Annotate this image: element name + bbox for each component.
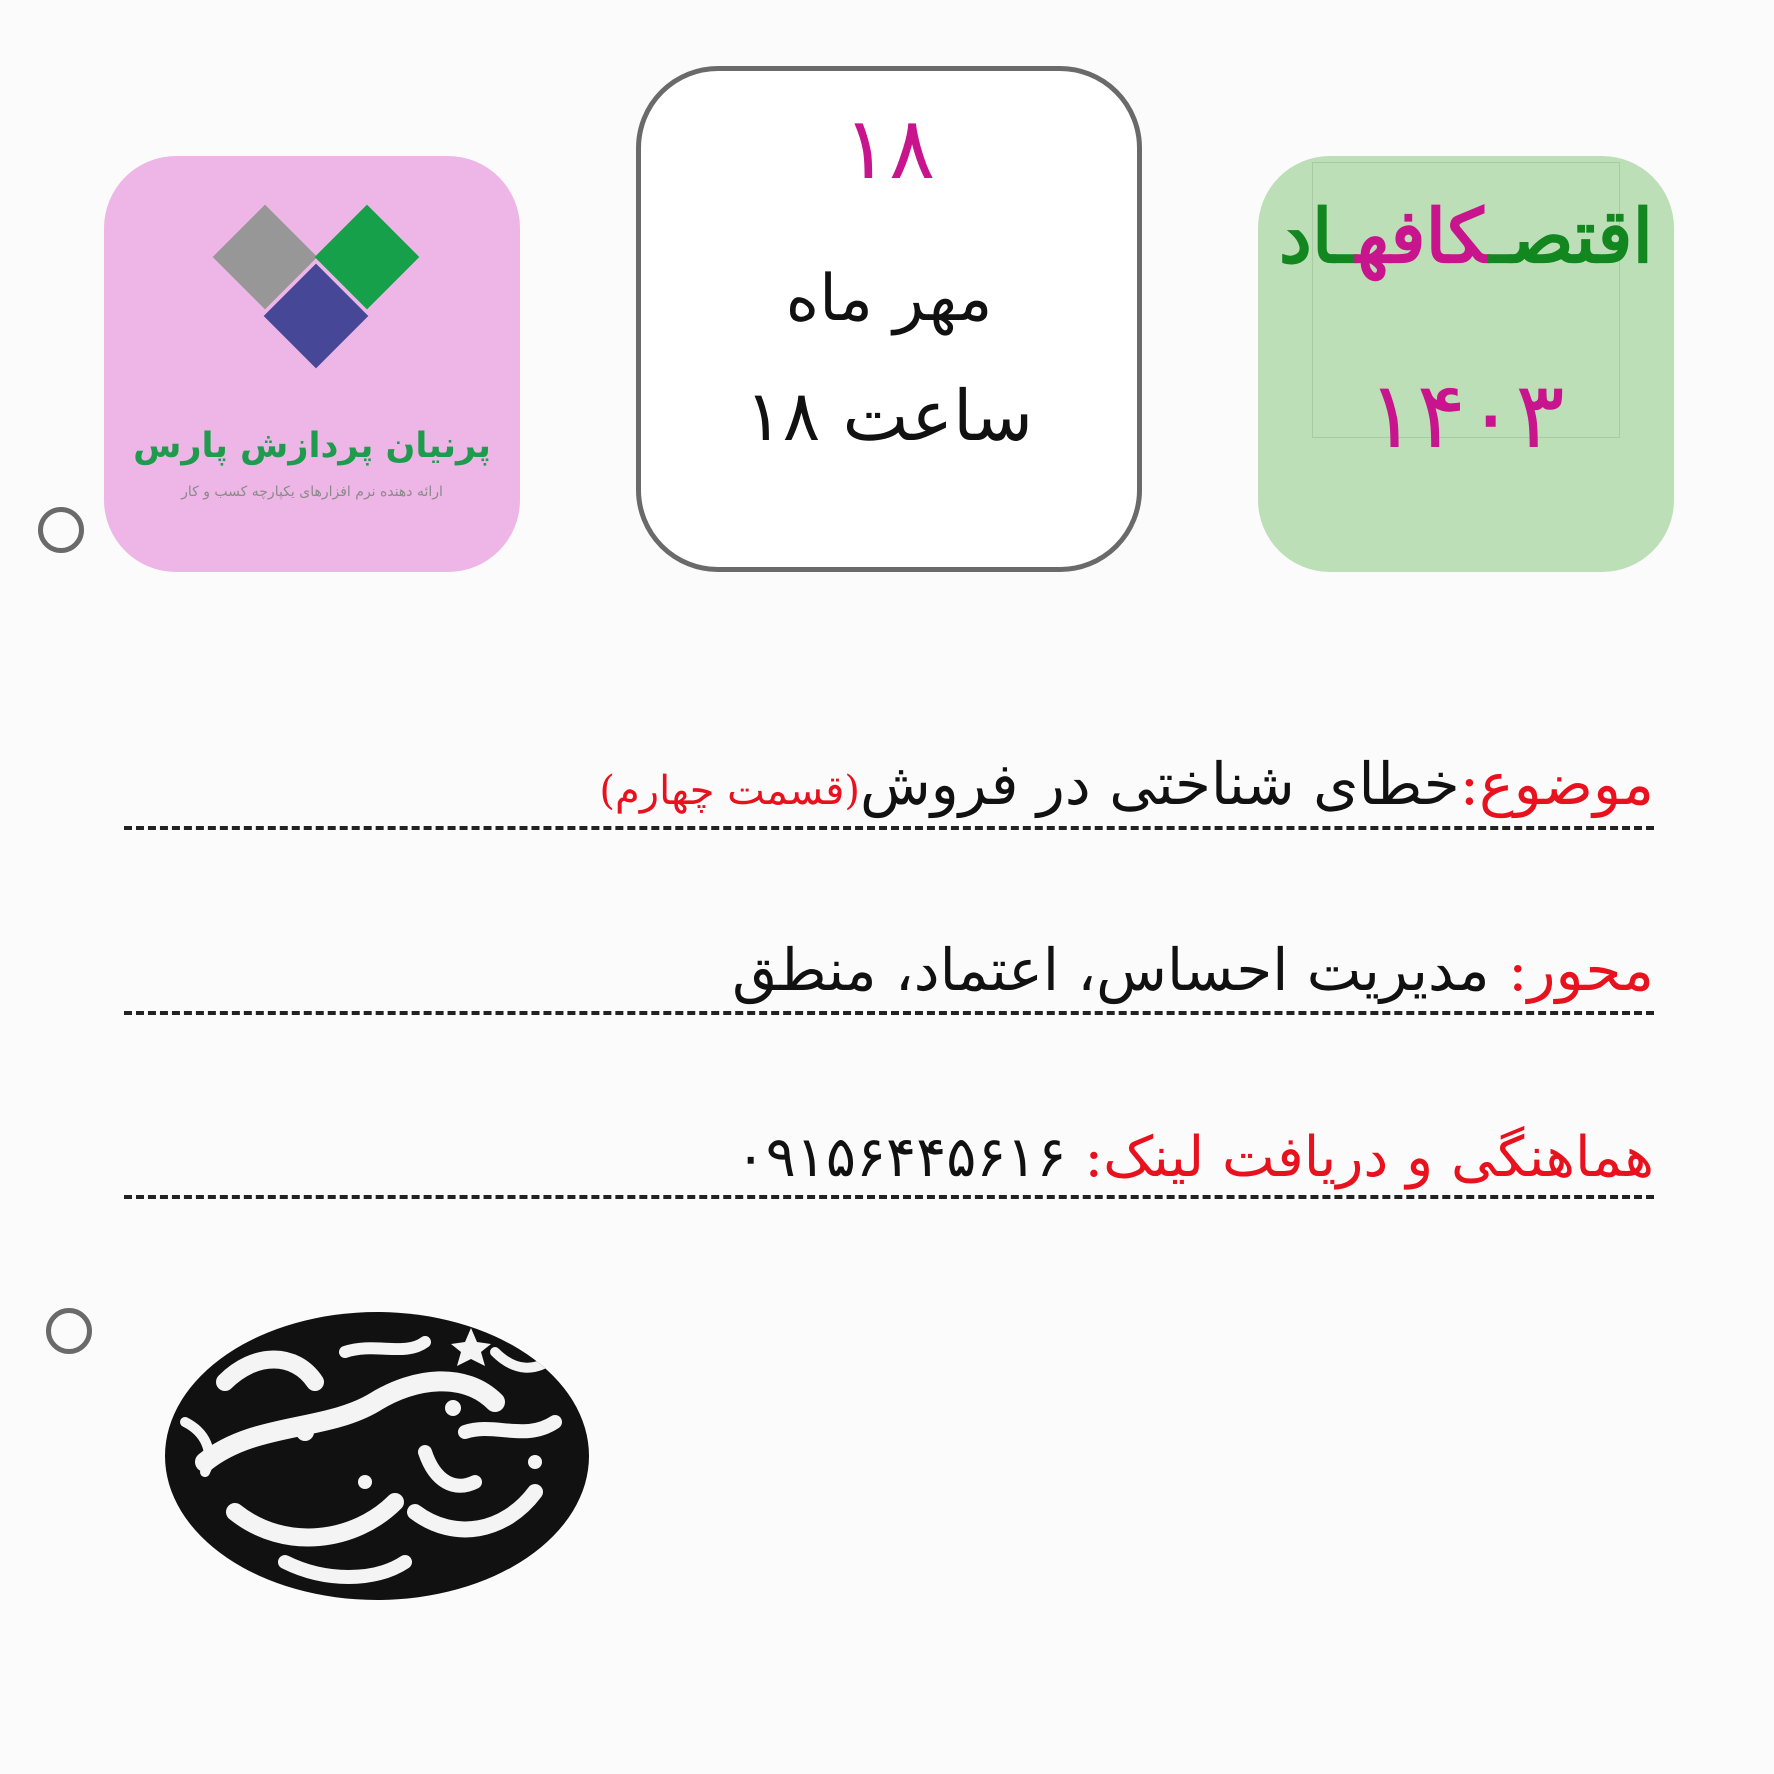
brand-year: ۱۴۰۳ (1367, 362, 1565, 469)
topic-line (124, 744, 1654, 831)
brand-card (1258, 156, 1674, 572)
company-name: پرنیان پردازش پارس (133, 426, 491, 466)
date-card (636, 66, 1142, 572)
company-tagline: ارائه دهنده نرم افزارهای یکپارچه کسب و کار (181, 484, 443, 500)
contact-phone: ۰۹۱۵۶۴۴۵۶۱۶ (735, 1125, 1067, 1190)
ring-bottom (46, 1308, 92, 1354)
axis-underline (124, 1011, 1654, 1015)
brand-title-part1: اقتصـ (1488, 194, 1654, 280)
event-time: ساعت ۱۸ (745, 375, 1033, 457)
brand-title-part3: ـاد (1278, 194, 1357, 280)
contact-label: هماهنگی و دریافت لینک: (1084, 1125, 1654, 1190)
axis-value: مدیریت احساس، اعتماد، منطق (732, 936, 1490, 1004)
event-day: ۱۸ (842, 99, 936, 199)
signature-seal (165, 1312, 589, 1600)
topic-part: (قسمت چهارم) (599, 768, 860, 814)
contact-line (124, 1118, 1654, 1198)
brand-title-part2: کافه (1356, 194, 1489, 280)
event-month: مهر ماه (785, 262, 993, 336)
topic-label: موضوع: (1459, 750, 1654, 818)
topic-value: خطای شناختی در فروش (859, 750, 1460, 818)
seal-calligraphy-icon (165, 1312, 589, 1600)
topic-underline (124, 826, 1654, 830)
ring-top (38, 507, 84, 553)
company-logo-card (104, 156, 520, 572)
contact-underline (124, 1195, 1654, 1199)
axis-label: محور: (1507, 936, 1654, 1004)
brand-title (1258, 194, 1674, 280)
axis-line (124, 930, 1654, 1010)
